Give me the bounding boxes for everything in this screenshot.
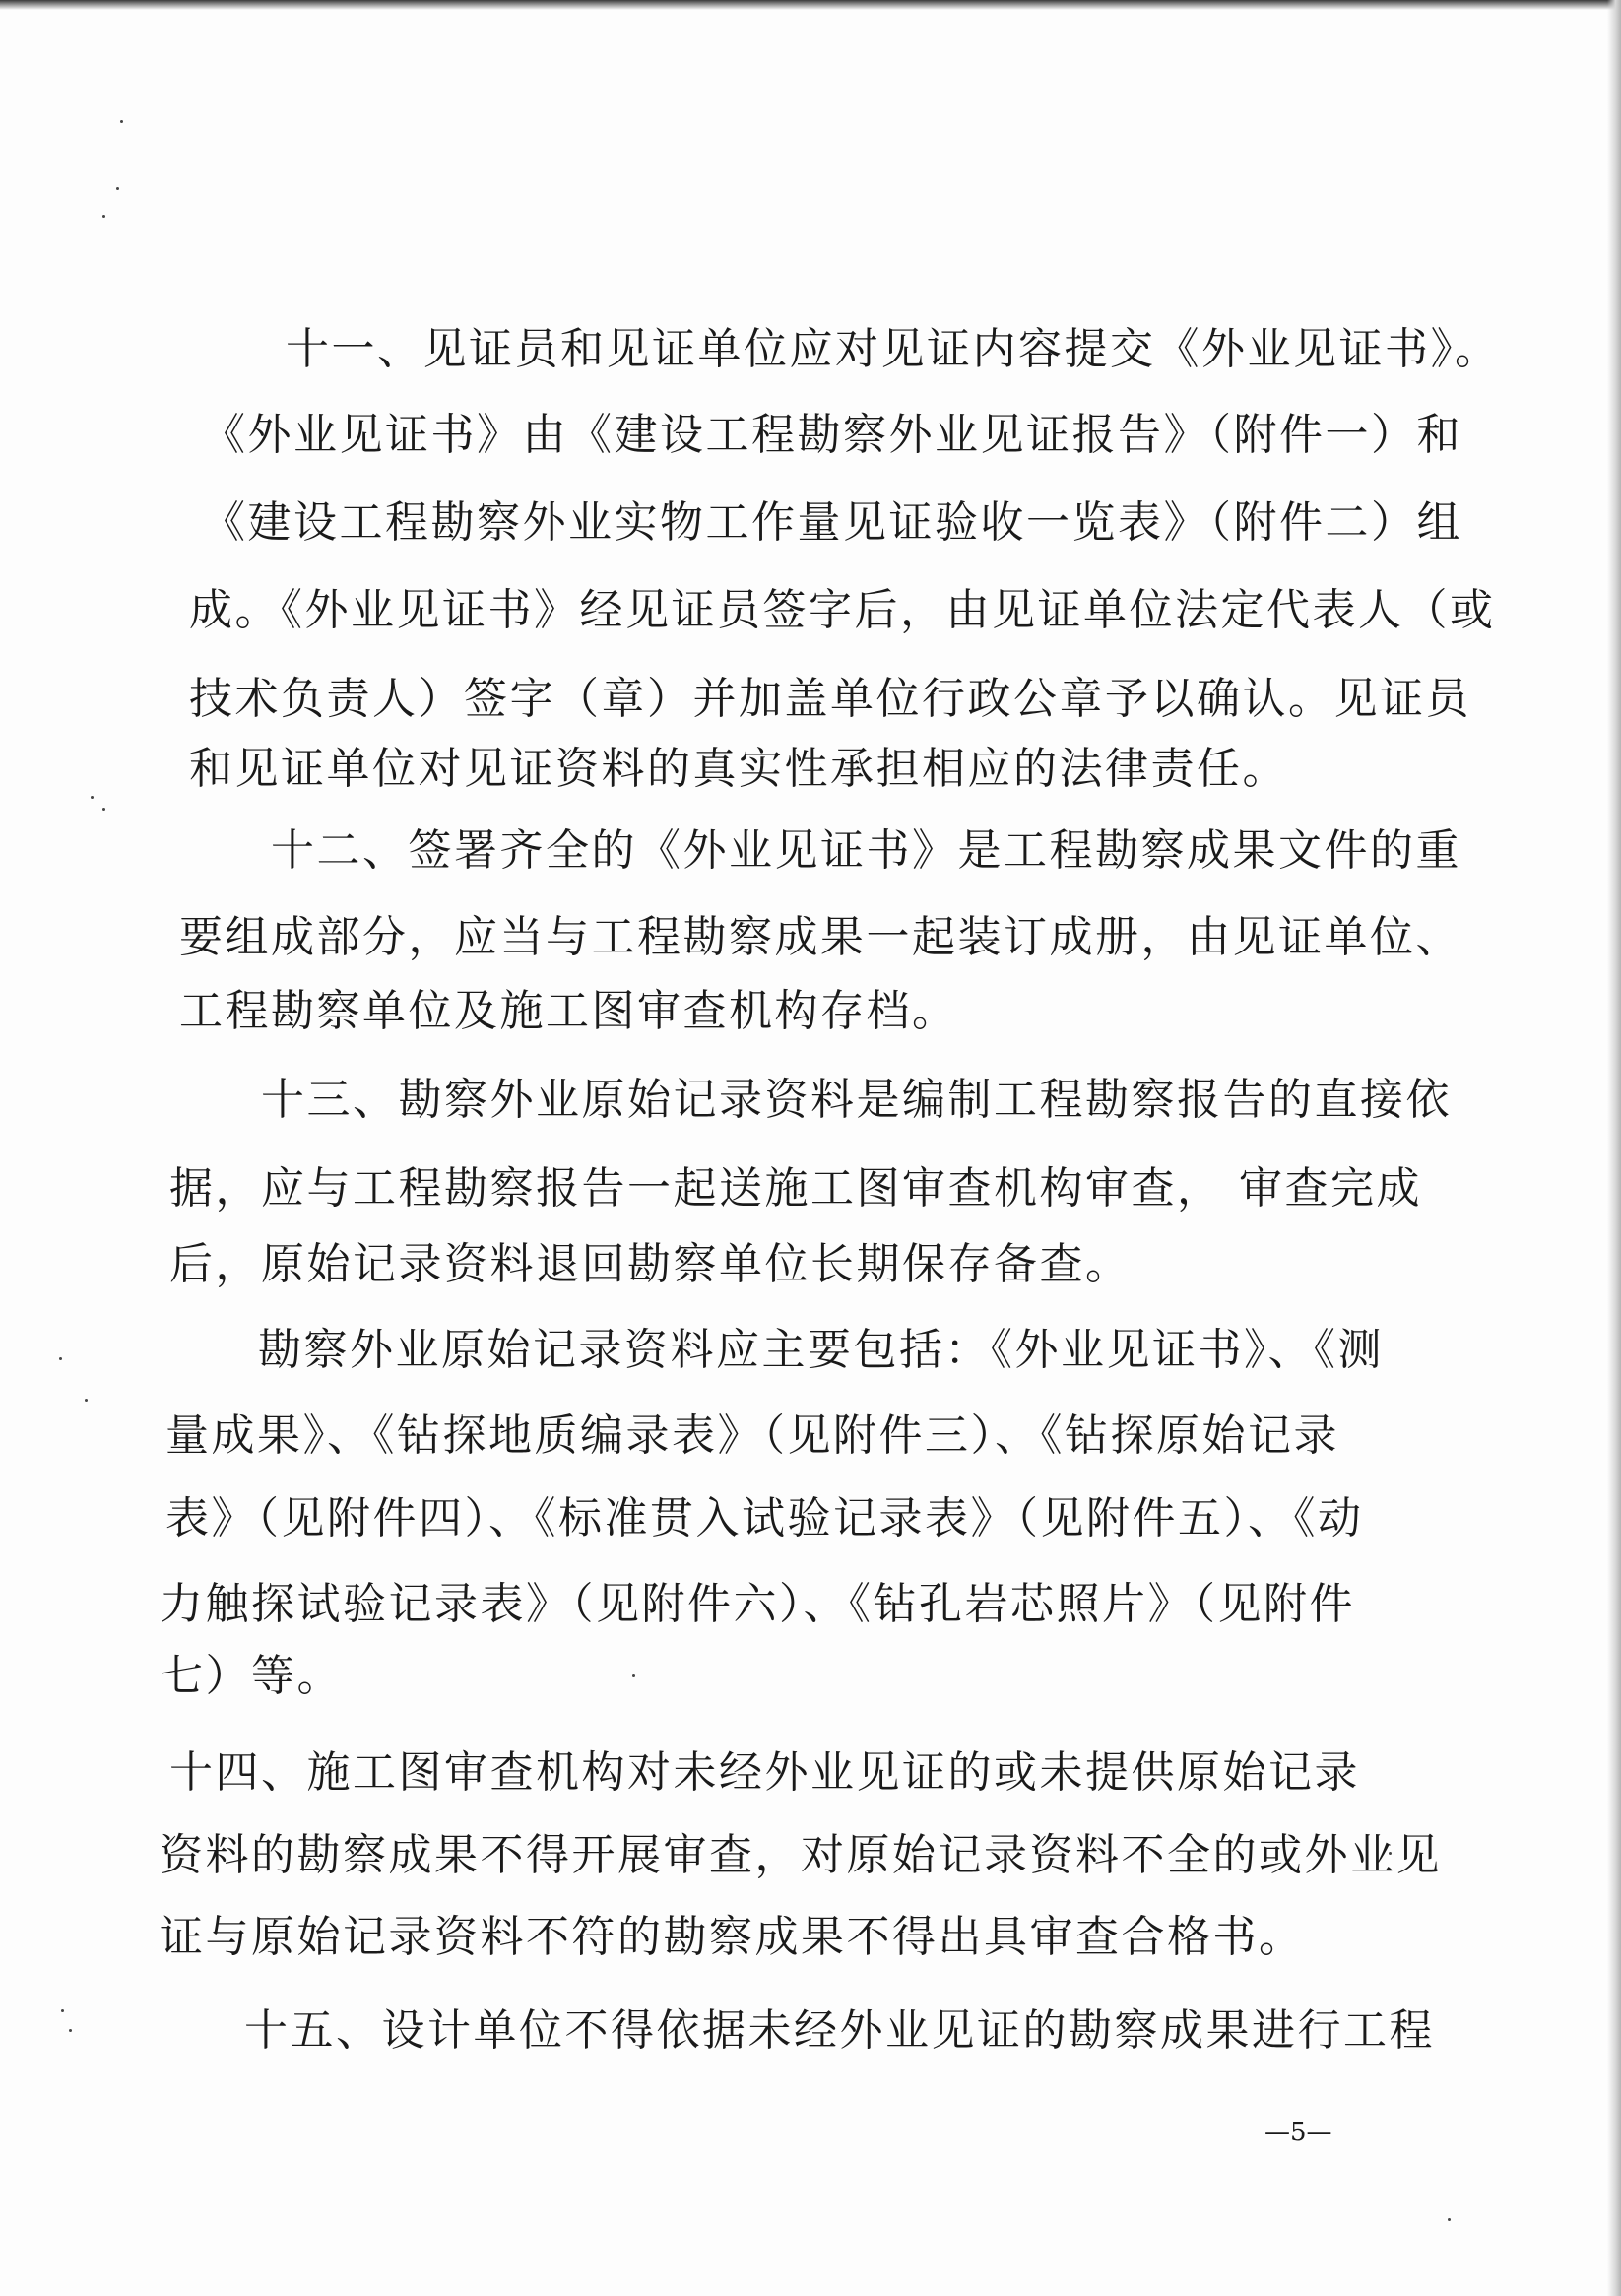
scan-speck xyxy=(59,1357,62,1360)
text-line: 要组成部分，应当与工程勘察成果一起装订成册，由见证单位、 xyxy=(179,912,1461,962)
text-line: 力触探试验记录表》（见附件六）、《钻孔岩芯照片》（见附件 xyxy=(160,1579,1355,1629)
scan-speck xyxy=(69,2029,72,2032)
scan-speck xyxy=(91,796,94,799)
scan-right-edge xyxy=(1607,0,1621,2296)
scan-speck xyxy=(85,1399,88,1402)
text-line: 十三、勘察外业原始记录资料是编制工程勘察报告的直接依 xyxy=(261,1075,1452,1125)
text-line: 十一、见证员和见证单位应对见证内容提交《外业见证书》。 xyxy=(286,324,1501,374)
text-line: 七）等。 xyxy=(160,1651,343,1701)
scan-speck xyxy=(116,187,119,190)
text-line: 后，原始记录资料退回勘察单位长期保存备查。 xyxy=(169,1239,1132,1289)
text-line: 表》（见附件四）、《标准贯入试验记录表》（见附件五）、《动 xyxy=(165,1493,1364,1543)
text-line: 技术负责人）签字（章）并加盖单位行政公章予以确认。见证员 xyxy=(189,674,1471,724)
page-number: —5— xyxy=(1264,2118,1332,2147)
text-line: 工程勘察单位及施工图审查机构存档。 xyxy=(179,986,958,1036)
scan-speck xyxy=(102,215,105,218)
scan-top-edge xyxy=(0,0,1621,10)
scan-speck xyxy=(61,2009,64,2012)
text-line: 证与原始记录资料不符的勘察成果不得出具审查合格书。 xyxy=(160,1912,1305,1962)
text-line: 成。《外业见证书》经见证员签字后，由见证单位法定代表人（或 xyxy=(189,585,1496,635)
text-line: 十四、施工图审查机构对未经外业见证的或未提供原始记录 xyxy=(169,1747,1360,1798)
text-line: 十五、设计单位不得依据未经外业见证的勘察成果进行工程 xyxy=(244,2005,1435,2056)
text-line: 《外业见证书》由《建设工程勘察外业见证报告》（附件一）和 xyxy=(202,410,1462,460)
scan-speck xyxy=(102,808,105,811)
text-line: 勘察外业原始记录资料应主要包括：《外业见证书》、《测 xyxy=(258,1325,1384,1375)
scan-speck xyxy=(1448,2218,1451,2221)
text-line: 据，应与工程勘察报告一起送施工图审查机构审查， 审查完成 xyxy=(169,1163,1422,1214)
text-line: 资料的勘察成果不得开展审查，对原始记录资料不全的或外业见 xyxy=(160,1830,1442,1880)
text-line: 十二、签署齐全的《外业见证书》是工程勘察成果文件的重 xyxy=(271,825,1461,876)
text-line: 量成果》、《钻探地质编录表》（见附件三）、《钻探原始记录 xyxy=(165,1410,1339,1461)
text-line: 和见证单位对见证资料的真实性承担相应的法律责任。 xyxy=(189,744,1288,794)
text-line: 《建设工程勘察外业实物工作量见证验收一览表》（附件二）组 xyxy=(202,497,1462,548)
scan-speck xyxy=(120,120,123,123)
scan-speck xyxy=(632,1674,635,1677)
